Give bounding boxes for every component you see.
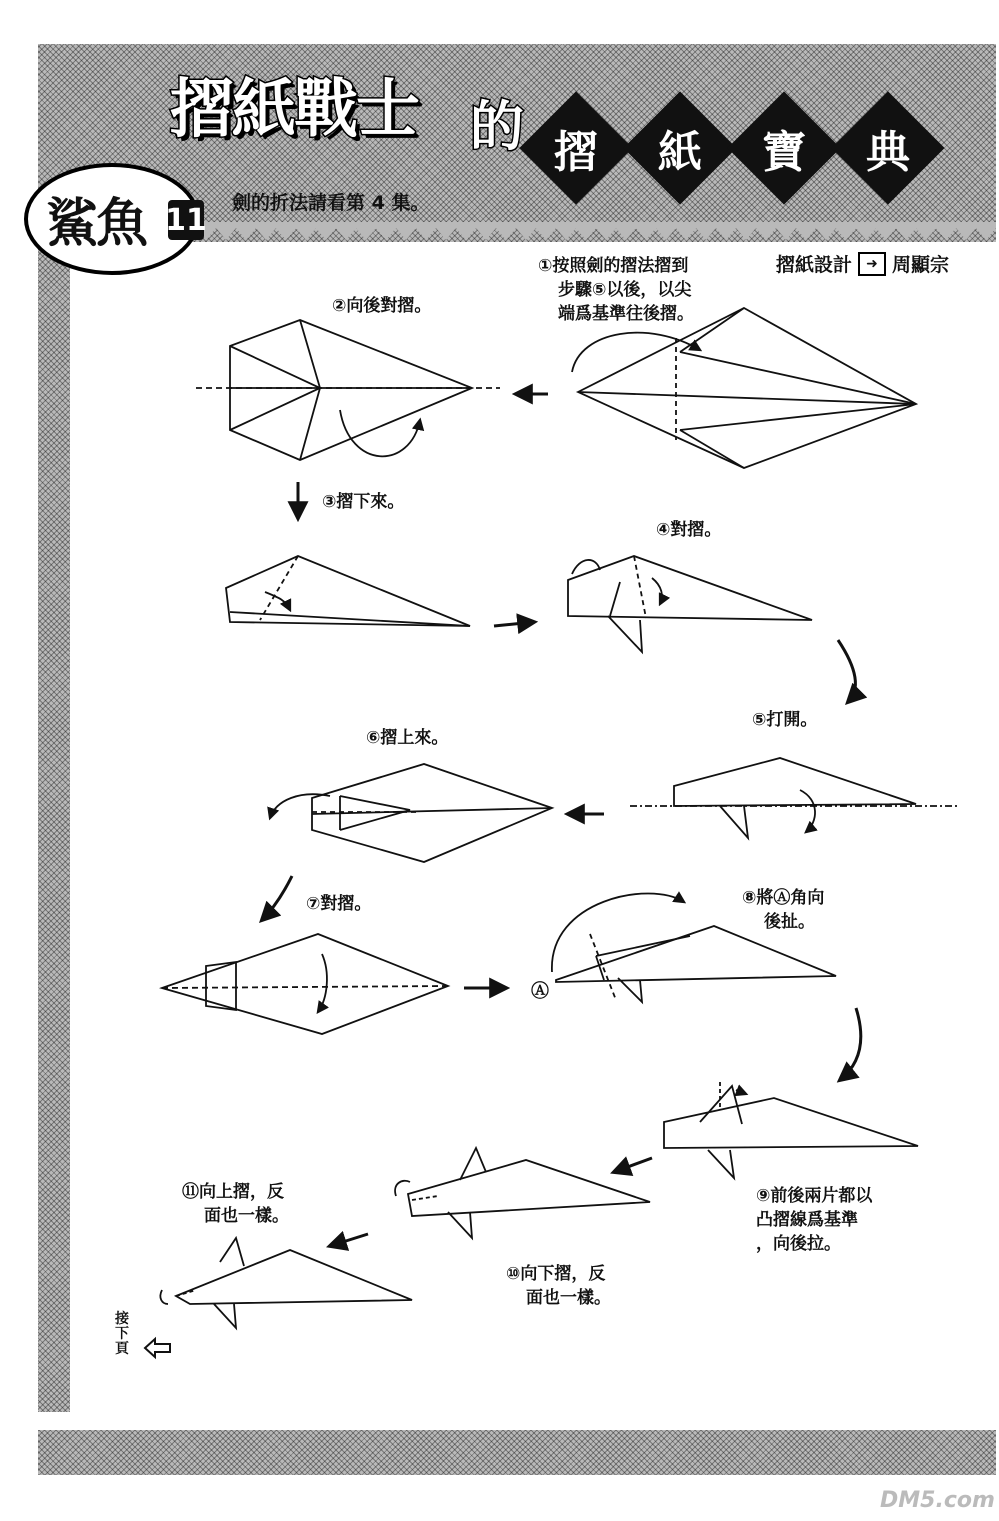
arrow-8 [840, 1008, 861, 1080]
arrow-6 [262, 876, 292, 920]
title-char-4: 典 [866, 127, 910, 178]
step3-line-1: ③摺下來。 [322, 492, 405, 512]
arrow-10 [330, 1234, 368, 1246]
corner-label: Ⓐ [531, 981, 549, 1002]
left-arrow-icon[interactable] [143, 1336, 173, 1360]
fig-step2 [196, 320, 500, 460]
next-page-char-2: 下 [115, 1326, 129, 1342]
step8-line-1: ⑧將Ⓐ角向 [742, 888, 825, 908]
step11-line-2: 面也一樣。 [204, 1206, 289, 1226]
section-name: 鯊魚 [46, 193, 147, 254]
step11-line-1: ⑪向上摺，反 [182, 1182, 284, 1202]
arrow-4 [838, 640, 855, 702]
title-char-2: 紙 [658, 127, 702, 178]
step9-line-2: 凸摺線爲基準 [756, 1210, 858, 1230]
fig-step5 [630, 758, 960, 838]
right-arrow-icon: ➜ [858, 252, 886, 276]
fig-step4 [568, 556, 812, 652]
watermark: DM5.com [880, 1488, 995, 1513]
fig-step7 [162, 934, 448, 1034]
step5-label [752, 708, 817, 732]
step9-label [756, 1184, 872, 1256]
step5-line-1: ⑤打開。 [752, 710, 818, 730]
intro-note: 劍的折法請看第 4 集。 [232, 192, 430, 214]
step9-line-1: ⑨前後兩片都以 [756, 1186, 873, 1206]
title-particle: 的 [470, 94, 524, 158]
step6-line-1: ⑥摺上來。 [366, 728, 449, 748]
title-char-3: 寶 [762, 127, 806, 178]
step1-label [538, 254, 694, 326]
series-title: 摺紙戰士 [170, 72, 418, 147]
step4-label [656, 518, 721, 542]
step9-line-3: ，向後拉。 [756, 1234, 841, 1254]
step6-label [366, 726, 448, 750]
step11-label [182, 1180, 289, 1228]
step7-label [306, 892, 371, 916]
step7-line-1: ⑦對摺。 [306, 894, 372, 914]
fig-step9 [664, 1082, 918, 1178]
credit-label: 摺紙設計 [776, 254, 853, 276]
step10-line-1: ⑩向下摺，反 [506, 1264, 606, 1284]
next-page-label[interactable] [114, 1312, 130, 1357]
step8-label [742, 886, 824, 934]
step3-label [322, 490, 404, 514]
fig-step3 [226, 556, 470, 626]
step4-line-1: ④對摺。 [656, 520, 722, 540]
step2-label [332, 294, 431, 318]
fig-step1 [572, 308, 916, 468]
step1-line-1: ①按照劍的摺法摺到 [538, 256, 689, 276]
fig-step11 [160, 1238, 412, 1328]
title-char-1: 摺 [554, 127, 598, 178]
section-number: 11 [168, 200, 204, 240]
fig-step10 [395, 1148, 650, 1238]
step2-line-1: ②向後對摺。 [332, 296, 432, 316]
step1-line-3: 端爲基準往後摺。 [558, 304, 694, 324]
step8-line-2: 後扯。 [764, 912, 815, 932]
step1-line-2: 步驟⑤以後，以尖 [558, 280, 692, 300]
credit-author: 周顯宗 [892, 254, 950, 276]
step10-label [506, 1262, 611, 1310]
next-page-char-1: 接 [115, 1311, 129, 1327]
next-page-char-3: 頁 [115, 1341, 129, 1357]
fig-step6 [270, 764, 552, 862]
arrow-3 [494, 622, 534, 626]
step10-line-2: 面也一樣。 [526, 1288, 611, 1308]
arrow-9 [614, 1158, 652, 1172]
